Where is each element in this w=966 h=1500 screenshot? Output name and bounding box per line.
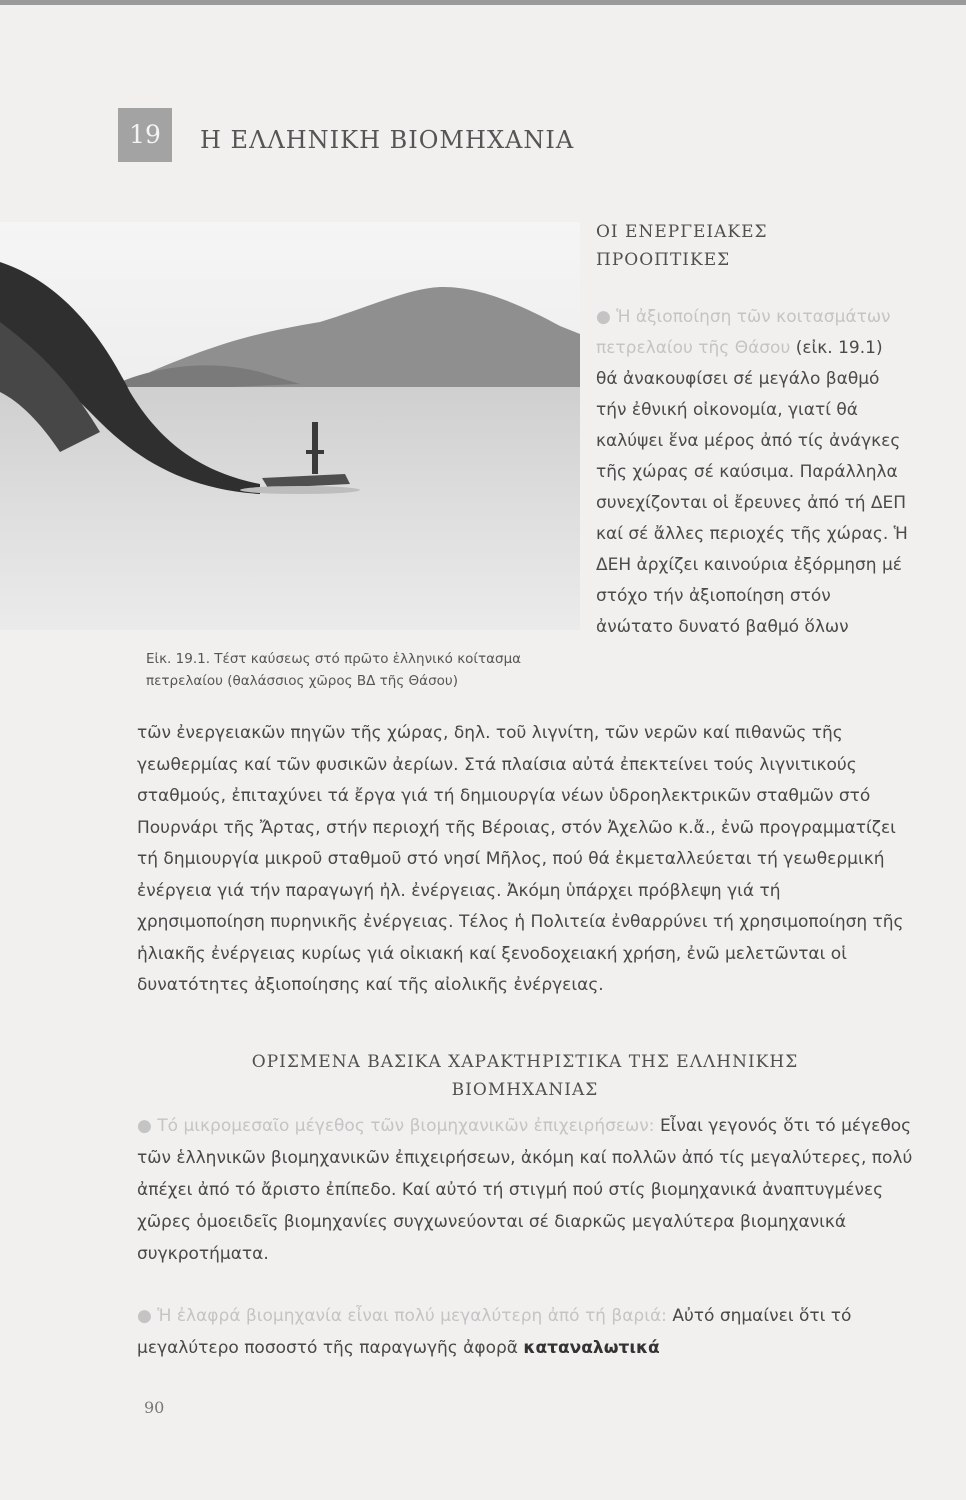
energy-column-text: θά ἀνακουφίσει σέ μεγάλο βαθμό τήν ἐθνική οἰκονομία, γιατί θά καλύψει ἕνα μέρος ἀπό τίς ἀνάγκες τῆς χώρας σέ καύσιμα. Παράλληλα συνεχίζονται οἱ ἔρευνες ἀπό τή ΔΕΠ καί σέ ἄλλες περιοχές τῆς χώρας. Ἡ ΔΕΗ ἀρχίζει καινούρια ἐξόρμηση μέ στόχο τήν ἀξιοποίηση στόν ἀνώτατο δυνατό βαθμό ὅλων bbox=[596, 369, 908, 637]
light-industry-lead: Ἡ ἐλαφρά βιομηχανία εἶναι πολύ μεγαλύτερη ἀπό τή βαριά: bbox=[157, 1306, 667, 1326]
chapter-number-badge: 19 bbox=[118, 108, 172, 162]
figure-reference: (εἰκ. 19.1) bbox=[795, 338, 883, 358]
paragraph-light-industry bbox=[137, 1300, 913, 1364]
derrick-crossbar bbox=[306, 450, 324, 454]
bullet-icon: ● bbox=[137, 1306, 158, 1326]
chapter-title: Η ΕΛΛΗΝΙΚΗ ΒΙΟΜΗΧΑΝΙΑ bbox=[200, 126, 575, 154]
figure-caption: Εἰκ. 19.1. Τέστ καύσεως στό πρῶτο ἑλληνικό κοίτασμα πετρελαίου (θαλάσσιος χῶρος ΒΔ τῆς Θάσου) bbox=[146, 651, 522, 689]
ship-reflection bbox=[240, 486, 360, 494]
section-title-line-1: ΟΙ ΕΝΕΡΓΕΙΑΚΕΣ bbox=[596, 222, 768, 242]
light-industry-bold-word: καταναλωτικά bbox=[523, 1338, 660, 1358]
energy-lead-phrase: Ἡ ἀξιοποίηση τῶν κοιτασμάτων πετρελαίου τῆς Θάσου bbox=[596, 307, 891, 358]
section-title-line-2: ΠΡΟΟΠΤΙΚΕΣ bbox=[596, 250, 731, 270]
enterprise-size-text: Εἶναι γεγονός ὅτι τό μέγεθος τῶν ἑλληνικῶν βιομηχανικῶν ἐπιχειρήσεων, ἀκόμη καί πολλῶν ἀπό τίς μεγαλύτερες, πολύ ἀπέχει ἀπό τό ἄριστο ἐπίπεδο. Καί αὐτό τή στιγμή πού στίς βιομηχανικά ἀναπτυγμένες χῶρες ὁμοειδεῖς βιομηχανίες συγχωνεύονται σέ διαρκῶς μεγαλύτερα βιομηχανικά συγκροτήματα. bbox=[137, 1116, 913, 1264]
paragraph-enterprise-size bbox=[137, 1110, 913, 1270]
section2-title-line-2: ΒΙΟΜΗΧΑΝΙΑΣ bbox=[451, 1080, 599, 1100]
oil-field-burn-test-photo bbox=[0, 222, 580, 630]
light-industry-text: Αὐτό σημαίνει ὅτι τό μεγαλύτερο ποσοστό τῆς παραγωγῆς ἀφορᾶ bbox=[137, 1306, 852, 1358]
page-number: 90 bbox=[144, 1398, 165, 1417]
bullet-icon: ● bbox=[137, 1116, 158, 1136]
enterprise-size-lead: Τό μικρομεσαῖο μέγεθος τῶν βιομηχανικῶν ἐπιχειρήσεων: bbox=[157, 1116, 655, 1136]
section2-title-line-1: ΟΡΙΣΜΕΝΑ ΒΑΣΙΚΑ ΧΑΡΑΚΤΗΡΙΣΤΙΚΑ ΤΗΣ ΕΛΛΗΝΙΚΗΣ bbox=[251, 1052, 799, 1072]
energy-paragraph-column bbox=[596, 302, 908, 643]
drilling-derrick bbox=[312, 422, 318, 474]
bullet-icon: ● bbox=[596, 307, 617, 327]
section-title-energy bbox=[596, 218, 768, 274]
energy-paragraph-continuation: τῶν ἐνεργειακῶν πηγῶν τῆς χώρας, δηλ. τοῦ λιγνίτη, τῶν νερῶν καί πιθανῶς τῆς γεωθερμίας καί τῶν φυσικῶν ἀερίων. Στά πλαίσια αὐτά ἐπεκτείνει τούς λιγνιτικούς σταθμούς, ἐπιταχύνει τά ἔργα γιά τή δημιουργία νέων ὑδροηλεκτρικῶν σταθμῶν στό Πουρνάρι τῆς Ἄρτας, στήν περιοχή τῆς Βέροιας, στόν Ἀχελῶο κ.ἄ., ἐνῶ προγραμματίζει τή δημιουργία μικροῦ σταθμοῦ στό νησί Μῆλος, πού θά ἐκμεταλλεύεται τή γεωθερμική ἐνέργεια γιά τήν παραγωγή ἠλ. ἐνέργειας. Ἀκόμη ὑπάρχει πρόβλεψη γιά τή χρησιμοποίηση πυρηνικῆς ἐνέργειας. Τέλος ἡ Πολιτεία ἐνθαρρύνει τή χρησιμοποίηση τῆς ἡλιακῆς ἐνέργειας κυρίως γιά οἰκιακή καί ξενοδοχειακή χρήση, ἐνῶ μελετῶνται οἱ δυνατότητες ἀξιοποίησης καί τῆς αἰολικῆς ἐνέργειας. bbox=[137, 723, 904, 995]
top-border bbox=[0, 0, 966, 5]
section-title-characteristics bbox=[137, 1048, 913, 1104]
